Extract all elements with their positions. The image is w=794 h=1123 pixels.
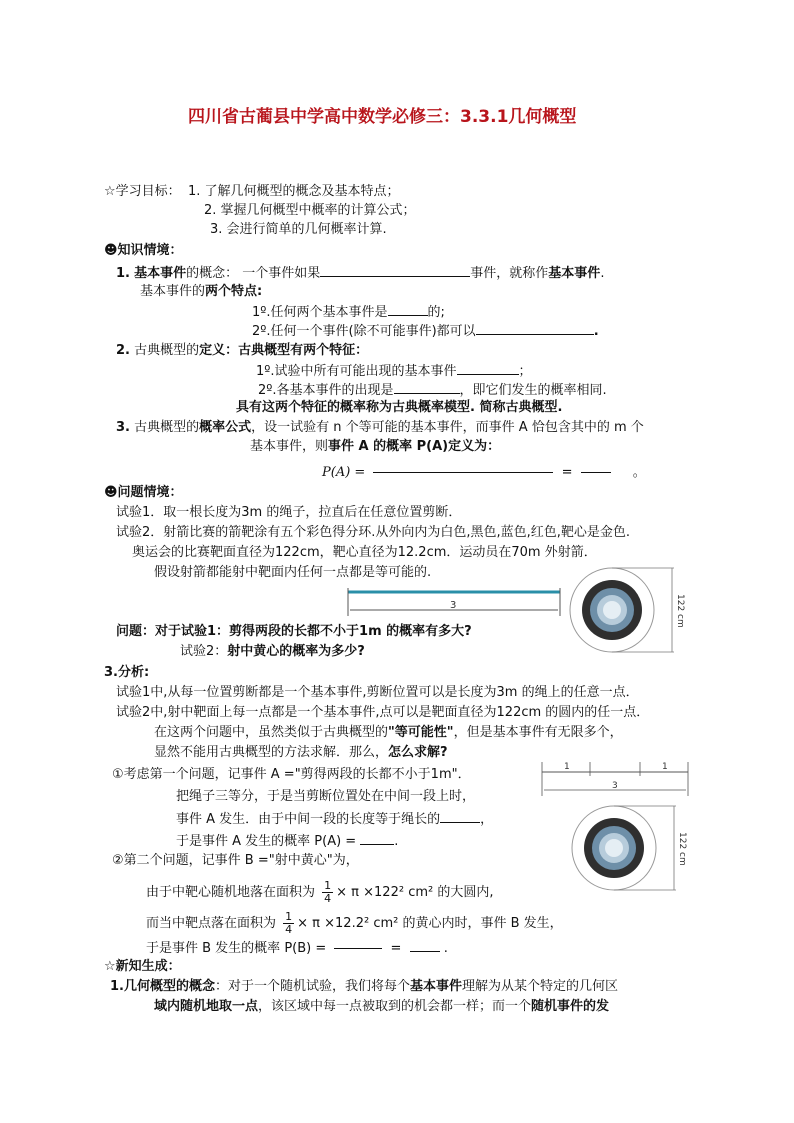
- text: 事件，就称作: [470, 266, 549, 281]
- target-diagram: [568, 566, 686, 654]
- objective-item: 3. 会进行简单的几何概率计算.: [210, 222, 387, 237]
- text: ，但是基本事件有无限多个，: [453, 725, 623, 740]
- formula-lhs: P(A) =: [322, 465, 366, 480]
- text: .: [600, 266, 605, 281]
- text: 2º.任何一个事件(除不可能事件)都可以: [252, 324, 476, 339]
- term: 古典概型.: [505, 400, 563, 415]
- text: 事件 A 发生．由于中间一段的长度等于绳长的: [176, 812, 441, 827]
- knowledge-heading: ☻知识情境：: [104, 243, 183, 258]
- text: 由于中靶心随机地落在面积为: [146, 885, 316, 900]
- question-1: [116, 623, 472, 641]
- text: 的概念： 一个事件如果: [186, 266, 321, 281]
- text: 基本事件的: [140, 284, 206, 299]
- term: 1.几何概型的概念: [110, 979, 215, 994]
- trial-2-cont: 奥运会的比赛靶面直径为122cm，靶心直径为12.2cm．运动员在70m 外射箭．: [132, 545, 597, 560]
- text: 问题：对于试验1：: [116, 624, 230, 639]
- text: 显然不能用古典概型的方法求解．那么，: [154, 745, 389, 760]
- objective-item: 2. 掌握几何概型中概率的计算公式；: [204, 203, 416, 218]
- objective-item: 1. 了解几何概型的概念及基本特点；: [188, 184, 400, 199]
- term: 定义：古典概型有两个特征: [199, 343, 356, 358]
- target-gold-center: [605, 839, 623, 857]
- term: 概率公式: [199, 420, 252, 435]
- analysis-line: 试验1中,从每一位置剪断都是一个基本事件,剪断位置可以是长度为3m 的绳上的任意一点．: [116, 685, 639, 700]
- text: 1º.任何两个基本事件是: [252, 305, 388, 320]
- question-2: [180, 643, 365, 661]
- fraction-line: [581, 472, 611, 473]
- text: .: [394, 834, 399, 849]
- text: × π ×122² cm² 的大圆内,: [336, 885, 494, 900]
- probability-formula: [322, 464, 646, 482]
- knowledge-point-3: [116, 419, 644, 437]
- text: ，设一试验有 n 个等可能的基本事件，而事件 A 恰包含其中的 m 个: [251, 420, 644, 435]
- fill-blank: [440, 809, 480, 823]
- case-1-cont: 把绳子三等分，于是当剪断位置处在中间一段上时，: [176, 789, 476, 804]
- text: ；: [518, 364, 532, 379]
- analysis-line: [154, 724, 623, 742]
- term: 基本事件: [134, 266, 187, 281]
- rope-thirds-diagram: [540, 758, 690, 798]
- term: 基本事件: [548, 266, 601, 281]
- case-1-cont: [176, 809, 493, 829]
- case-1: ①考虑第一个问题，记事件 A ="剪得两段的长都不小于1m"．: [112, 767, 471, 782]
- trial-2: 试验2．射箭比赛的箭靶涂有五个彩色得分环.从外向内为白色,黑色,蓝色,红色,靶心是金色.: [116, 525, 631, 540]
- fraction-line: [334, 948, 382, 949]
- formula-eq: =: [561, 465, 573, 480]
- target-gold-center: [603, 601, 621, 619]
- two-features-line: [140, 283, 262, 301]
- fraction-denominator: 4: [324, 892, 332, 905]
- item-number: 3.: [116, 420, 130, 435]
- term: 事件 A 的概率 P(A)定义为: [328, 439, 488, 454]
- characteristic-1: [256, 361, 532, 381]
- problem-heading: ☻问题情境：: [104, 485, 183, 500]
- fraction: [283, 911, 294, 936]
- term: 随机事件的发: [531, 999, 610, 1014]
- new-knowledge-line: [154, 998, 609, 1016]
- analysis-line: 试验2中,射中靶面上每一点都是一个基本事件,点可以是靶面直径为122cm 的圆内的任一点．: [116, 705, 650, 720]
- segment-label: 1: [662, 762, 668, 772]
- trial-2-cont: 假设射箭都能射中靶面内任何一点都是等可能的.: [154, 565, 432, 580]
- case-2: ②第二个问题，记事件 B ="射中黄心"为，: [112, 853, 359, 868]
- total-length-label: 3: [612, 781, 618, 791]
- characteristic-2: [258, 380, 607, 400]
- term: 基本事件: [410, 979, 463, 994]
- item-number: 1.: [116, 266, 130, 281]
- text: ：对于一个随机试验，我们将每个: [214, 979, 410, 994]
- text: 于是事件 A 发生的概率 P(A) =: [176, 834, 357, 849]
- text: 的;: [427, 305, 445, 320]
- text: =: [390, 941, 402, 956]
- fill-blank: [394, 380, 460, 394]
- analysis-line: [154, 744, 448, 762]
- knowledge-point-2: [116, 342, 368, 360]
- fill-blank: [457, 361, 519, 375]
- text: ，: [480, 812, 494, 827]
- text: 试验2：: [180, 644, 228, 659]
- analysis-heading: 3.分析:: [104, 665, 150, 680]
- target-diameter-label: 122 cm: [675, 594, 685, 628]
- text: 。: [632, 465, 646, 480]
- case-2-cont: [146, 938, 448, 958]
- fill-blank: [476, 321, 594, 335]
- text: 古典概型的: [134, 420, 200, 435]
- text: ：: [355, 343, 369, 358]
- target-diameter-label: 122 cm: [677, 832, 687, 866]
- text: 剪得两段的长都不小于1m 的概率有多大?: [229, 624, 472, 639]
- classical-model-definition: [236, 399, 562, 417]
- text: 在这两个问题中，虽然类似于古典概型的: [154, 725, 389, 740]
- text: 1º.试验中所有可能出现的基本事件: [256, 364, 457, 379]
- fill-blank: [388, 302, 428, 316]
- item-number: 2.: [116, 343, 130, 358]
- objectives-heading: ☆学习目标：: [104, 184, 181, 199]
- trial-1: 试验1．取一根长度为3m 的绳子，拉直后在任意位置剪断．: [116, 505, 462, 520]
- text: 怎么求解?: [388, 745, 448, 760]
- fraction: [322, 880, 333, 905]
- feature-1: [252, 302, 445, 322]
- fraction-numerator: 1: [285, 910, 293, 923]
- case-1-cont: [176, 831, 398, 851]
- segment-label: 1: [564, 762, 570, 772]
- fraction-denominator: 4: [285, 923, 293, 936]
- new-knowledge-line: [110, 978, 618, 996]
- rope-length-label: 3: [450, 600, 457, 611]
- fill-blank: [410, 938, 440, 952]
- text: × π ×12.2² cm² 的黄心内时，事件 B 发生，: [297, 916, 563, 931]
- text: "等可能性": [388, 725, 454, 740]
- text: 基本事件，则: [250, 439, 329, 454]
- knowledge-point-3-cont: [250, 438, 500, 456]
- text: ：: [487, 439, 501, 454]
- fraction-numerator: 1: [324, 879, 332, 892]
- text: .: [593, 324, 599, 339]
- text: 古典概型的: [134, 343, 200, 358]
- term: 两个特点: [205, 284, 258, 299]
- text: 具有这两个特征的概率称为古典概率模型: [236, 400, 471, 415]
- case-2-cont: [146, 880, 493, 905]
- fraction-line: [373, 472, 553, 473]
- text: 2º.各基本事件的出现是: [258, 383, 394, 398]
- text: 而当中靶点落在面积为: [146, 916, 277, 931]
- feature-2: [252, 321, 599, 341]
- case-2-cont: [146, 911, 563, 936]
- rope-diagram: [346, 586, 562, 622]
- text: :: [257, 284, 263, 299]
- text: 理解为从某个特定的几何区: [462, 979, 619, 994]
- knowledge-point-1: [116, 263, 604, 283]
- target-diagram: [570, 804, 688, 892]
- text: . 简称: [470, 400, 506, 415]
- text: 射中黄心的概率为多少?: [227, 644, 365, 659]
- fill-blank: [320, 263, 470, 277]
- text: 于是事件 B 发生的概率 P(B) =: [146, 941, 327, 956]
- text: ，该区域中每一点被取到的机会都一样；而一个: [258, 999, 532, 1014]
- fill-blank: [360, 831, 394, 845]
- new-knowledge-heading: ☆新知生成：: [104, 959, 181, 974]
- page-title: 四川省古蔺县中学高中数学必修三：3.3.1几何概型: [188, 107, 577, 127]
- term: 域内随机地取一点: [154, 999, 259, 1014]
- text: .: [443, 941, 448, 956]
- text: ，即它们发生的概率相同.: [459, 383, 607, 398]
